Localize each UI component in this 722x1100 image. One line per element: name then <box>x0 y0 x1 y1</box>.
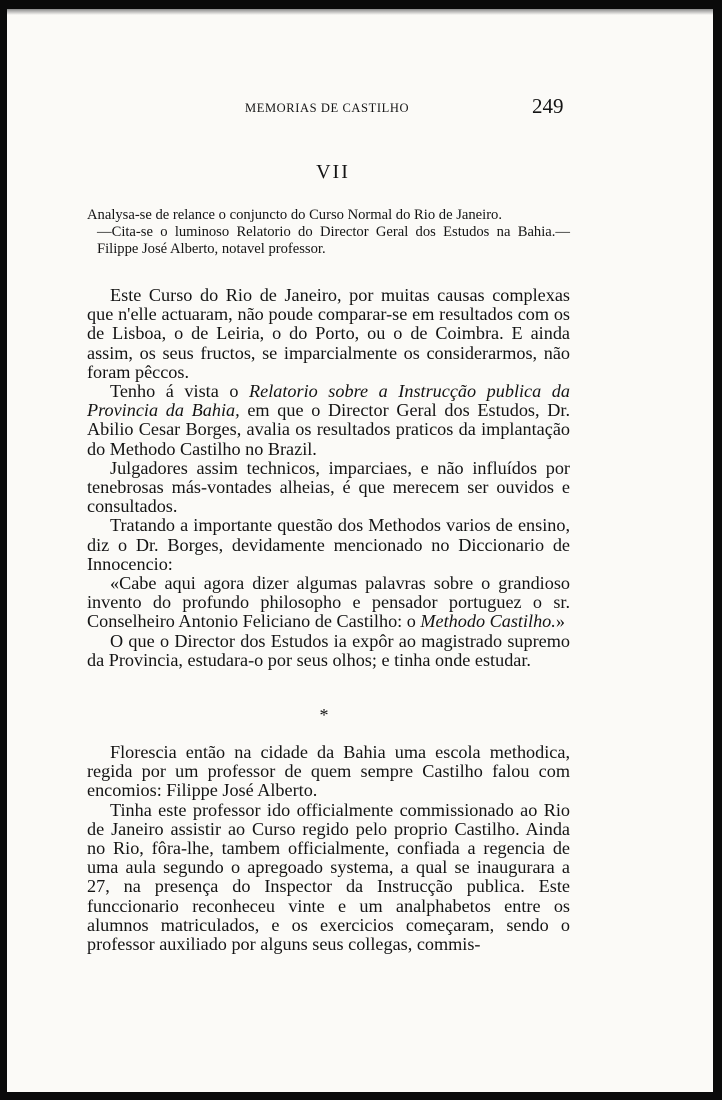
section-separator: * <box>319 705 329 725</box>
chapter-number: VII <box>316 161 350 183</box>
quote-text-a: «Cabe aqui agora dizer algumas palavras sobre o grandioso invento do profundo philosopho e pensador portuguez o sr. Conselheiro Antonio Feliciano de Castilho: o <box>87 573 570 632</box>
paragraph-2 <box>87 382 570 459</box>
paragraph-1: Este Curso do Rio de Janeiro, por muitas causas complexas que n'elle actuaram, não poude comparar-se em resultados com os de Lisboa, o de Leiria, o do Porto, ou o de Coimbra. E ainda assim, os seus fructos, se imparcialmente os considerarmos, não foram pêccos. <box>87 285 570 382</box>
quote-close: » <box>555 611 565 632</box>
paragraph-3: Julgadores assim technicos, imparciaes, e não influídos por tenebrosas más-vontades alheias, é que merecem ser ouvidos e consultados. <box>87 457 570 517</box>
paragraph-2-text-b: em que o Director Geral dos Estudos, Dr. Abilio Cesar Borges, avalia os resultados praticos da implantação do Methodo Castilho no Brazil. <box>87 400 570 459</box>
paragraph-5-quote <box>87 574 570 632</box>
section-1 <box>87 286 570 670</box>
running-head <box>7 94 713 124</box>
summary-line-2: —Cita-se o luminoso Relatorio do Director Geral dos Estudos na Bahia.—Filippe José Alberto, notavel professor. <box>97 224 570 257</box>
paragraph-2-text-a: Tenho á vista o <box>110 381 250 402</box>
summary-line-1: Analysa-se de relance o conjuncto do Curso Normal do Rio de Janeiro. <box>87 207 502 223</box>
paragraph-7: Florescia então na cidade da Bahia uma escola methodica, regida por um professor de quem sempre Castilho falou com encomios: Filippe José Alberto. <box>87 742 570 801</box>
paragraph-6: O que o Director dos Estudos ia expôr ao magistrado supremo da Provincia, estudara-o por seus olhos; e tinha onde estudar. <box>87 630 570 670</box>
page-number: 249 <box>532 94 564 118</box>
scan-edge <box>7 9 713 15</box>
running-head-title: MEMORIAS DE CASTILHO <box>245 101 410 115</box>
section-2 <box>87 743 570 954</box>
paragraph-8: Tinha este professor ido officialmente commissionado ao Rio de Janeiro assistir ao Curso regido pelo proprio Castilho. Ainda no Rio, fôra-lhe, tambem officialmente, confiada a regencia de uma aula segundo o apregoado systema, a qual se inaugurara a 27, na presença do Inspector da Instrucção publica. Este funccionario reconheceu vinte e um analphabetos entre os alumnos matriculados, e os exercicios começaram, sendo o professor auxiliado por alguns seus collegas, commis- <box>87 799 570 955</box>
report-title: Relatorio sobre a Instrucção publica da Provincia da Bahia, <box>87 381 570 421</box>
chapter-summary <box>87 207 570 258</box>
method-title: Methodo Castilho. <box>420 611 556 632</box>
paragraph-4: Tratando a importante questão dos Methodos varios de ensino, diz o Dr. Borges, devidamente mencionado no Diccionario de Innocencio: <box>87 515 570 574</box>
book-page <box>7 9 713 1092</box>
